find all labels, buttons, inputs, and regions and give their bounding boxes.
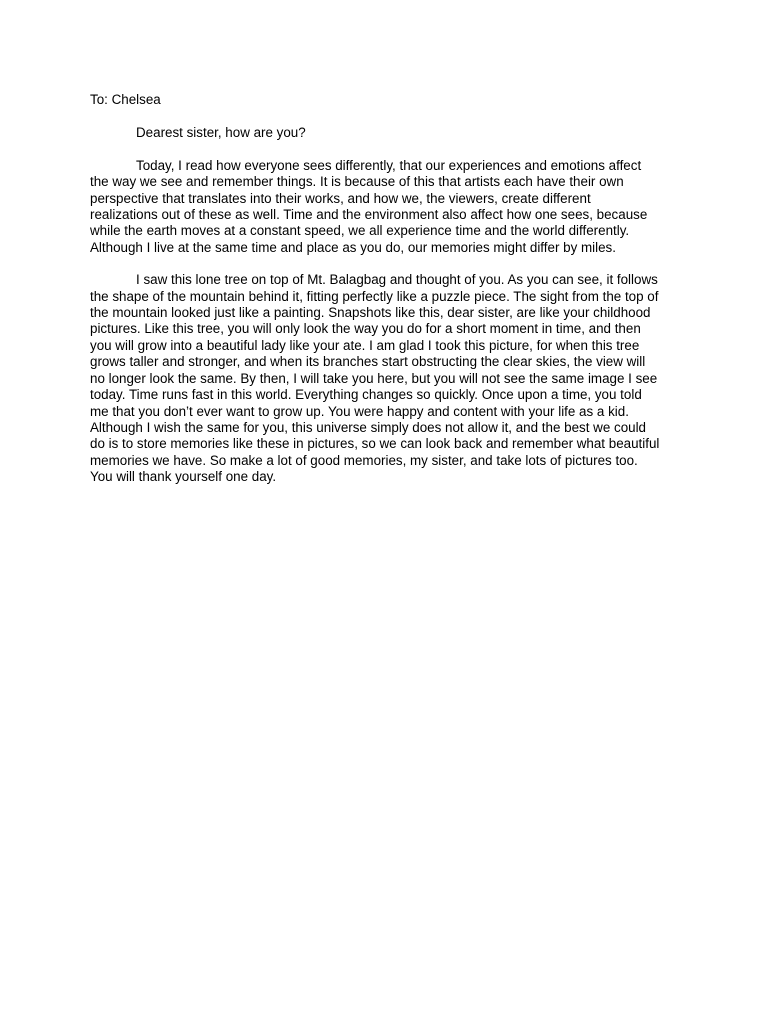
paragraph-line: perspective that translates into their works, and how we, the viewers, create different: [90, 190, 591, 206]
paragraph-1: [90, 158, 686, 256]
paragraph-line: Although I wish the same for you, this universe simply does not allow it, and the best we could: [90, 419, 647, 435]
letter-recipient: To: Chelsea: [90, 92, 161, 107]
paragraph-line: today. Time runs fast in this world. Everything changes so quickly. Once upon a time, you told: [90, 387, 642, 403]
paragraph-2: [90, 272, 686, 485]
paragraph-line: no longer look the same. By then, I will take you here, but you will not see the same image I see: [90, 370, 658, 386]
paragraph-line: you will grow into a beautiful lady like your ate. I am glad I took this picture, for when this tree: [90, 337, 640, 353]
paragraph-line: the way we see and remember things. It is because of this that artists each have their own: [90, 174, 624, 190]
paragraph-line: You will thank yourself one day.: [90, 469, 277, 485]
paragraph-line: me that you don’t ever want to grow up. You were happy and content with your life as a kid.: [90, 403, 629, 419]
paragraph-line: the mountain looked just like a painting. Snapshots like this, dear sister, are like your childhood: [90, 305, 651, 321]
paragraph-line: pictures. Like this tree, you will only look the way you do for a short moment in time, and then: [90, 321, 641, 337]
paragraph-line: grows taller and stronger, and when its branches start obstructing the clear skies, the view will: [90, 354, 646, 370]
paragraph-line: I saw this lone tree on top of Mt. Balagbag and thought of you. As you can see, it follows: [136, 272, 658, 288]
paragraph-line: while the earth moves at a constant speed, we all experience time and the world differently.: [90, 223, 630, 239]
paragraph-line: Today, I read how everyone sees differently, that our experiences and emotions affect: [136, 157, 642, 173]
paragraph-line: realizations out of these as well. Time and the environment also affect how one sees, because: [90, 207, 648, 223]
letter-page: [90, 92, 686, 502]
paragraph-line: Although I live at the same time and place as you do, our memories might differ by miles.: [90, 239, 616, 255]
paragraph-line: memories we have. So make a lot of good memories, my sister, and take lots of pictures too.: [90, 452, 638, 468]
paragraph-line: do is to store memories like these in pictures, so we can look back and remember what beautiful: [90, 436, 660, 452]
letter-greeting: Dearest sister, how are you?: [136, 125, 306, 141]
paragraph-line: the shape of the mountain behind it, fitting perfectly like a puzzle piece. The sight from the top of: [90, 288, 659, 304]
